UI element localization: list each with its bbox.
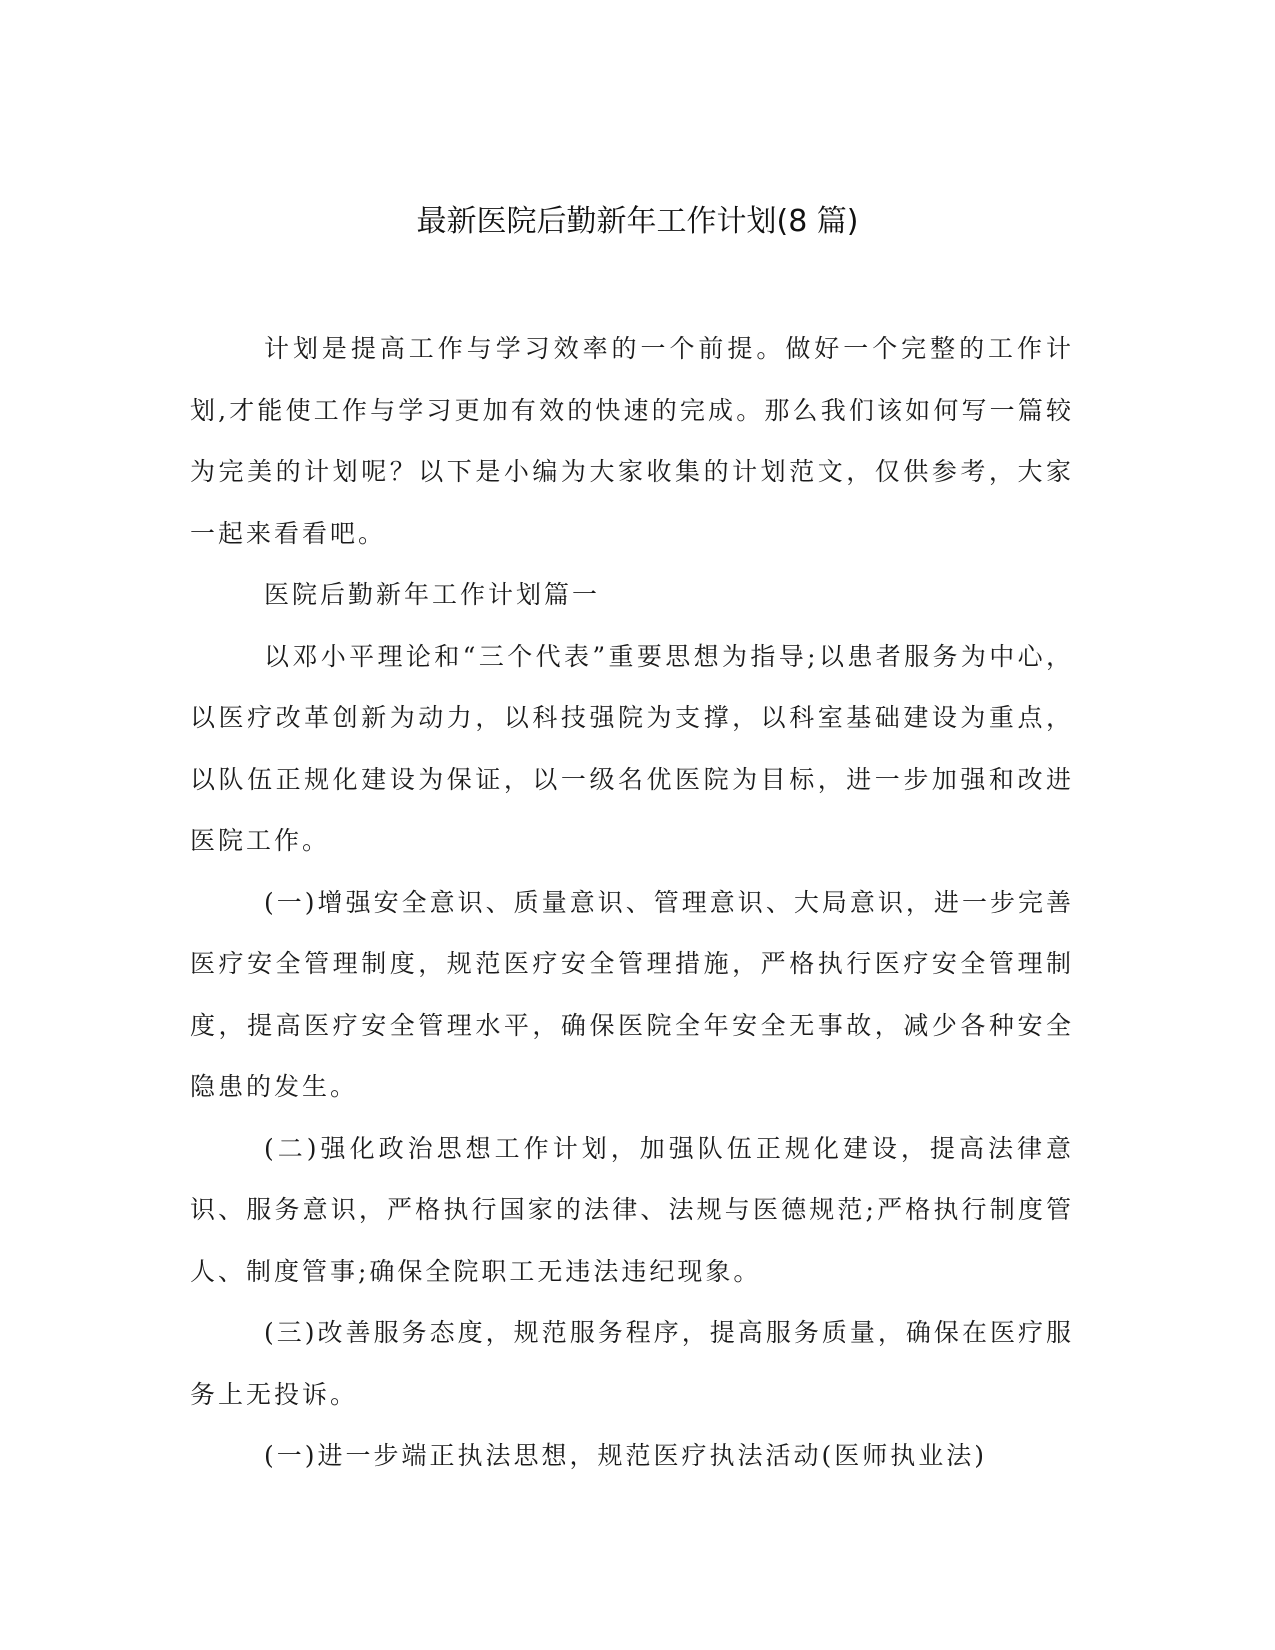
document-title: 最新医院后勤新年工作计划(8 篇) <box>416 204 859 239</box>
paragraph-item-safety: (一)增强安全意识、质量意识、管理意识、大局意识，进一步完善医疗安全管理制度，规范医疗安全管理措施，严格执行医疗安全管理制度，提高医疗安全管理水平，确保医院全年安全无事故，减少各种安全隐患的发生。 <box>190 887 1074 1101</box>
paragraph-guiding-principle: 以邓小平理论和“三个代表”重要思想为指导;以患者服务为中心，以医疗改革创新为动力，以科技强院为支撑，以科室基础建设为重点，以队伍正规化建设为保证，以一级名优医院为目标，进一步加强和改进医院工作。 <box>190 641 1074 855</box>
paragraph-intro: 计划是提高工作与学习效率的一个前提。做好一个完整的工作计划,才能使工作与学习更加有效的快速的完成。那么我们该如何写一篇较为完美的计划呢？以下是小编为大家收集的计划范文，仅供参考，大家一起来看看吧。 <box>190 334 1074 548</box>
paragraph-item-politics: (二)强化政治思想工作计划，加强队伍正规化建设，提高法律意识、服务意识，严格执行国家的法律、法规与医德规范;严格执行制度管人、制度管事;确保全院职工无违法违纪现象。 <box>190 1133 1074 1286</box>
paragraph-item-service: (三)改善服务态度，规范服务程序，提高服务质量，确保在医疗服务上无投诉。 <box>190 1318 1074 1409</box>
section-heading: 医院后勤新年工作计划篇一 <box>264 580 601 609</box>
paragraph-item-law-enforcement: (一)进一步端正执法思想，规范医疗执法活动(医师执业法) <box>264 1441 988 1470</box>
document-body <box>190 318 1074 1487</box>
